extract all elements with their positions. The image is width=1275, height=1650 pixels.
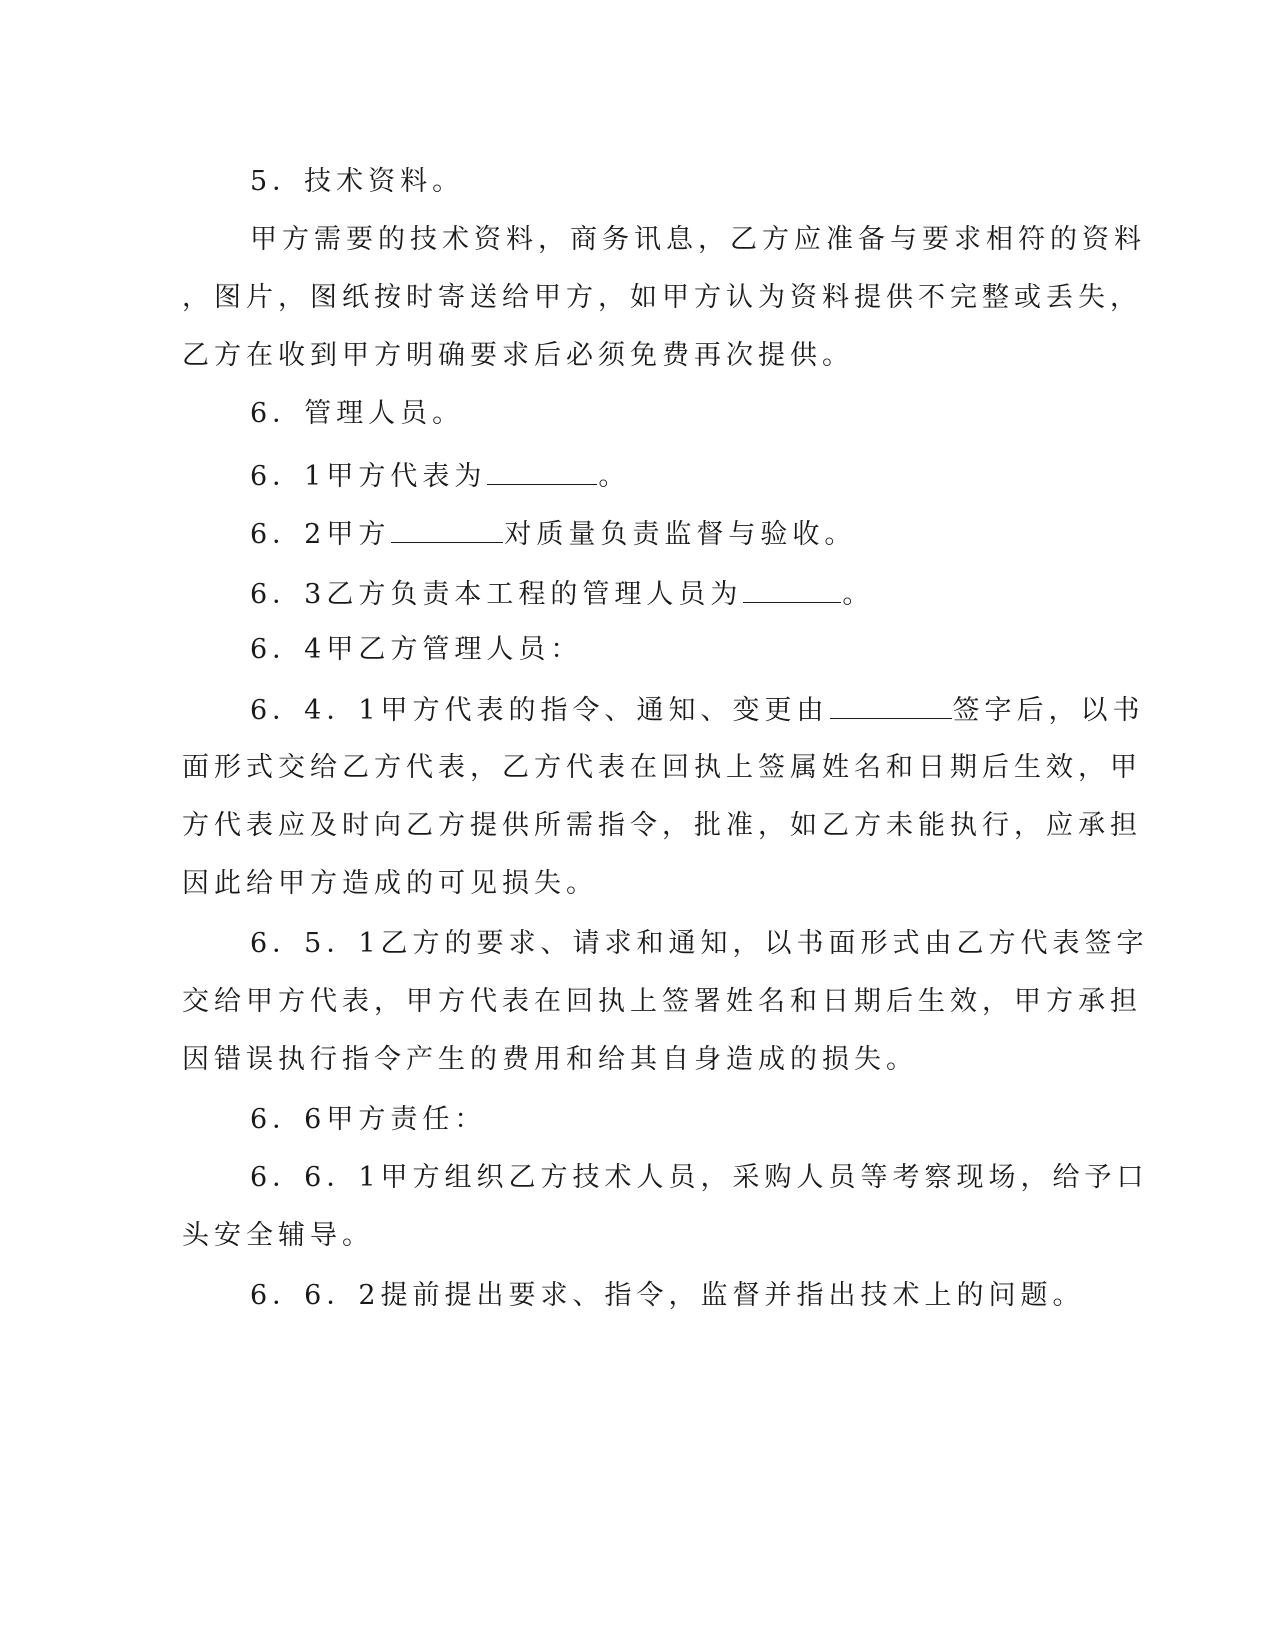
clause-6-6-1 bbox=[250, 1158, 1149, 1198]
text: 乙方在收到甲方明确要求后必须免费再次提供。 bbox=[182, 340, 854, 371]
paragraph-line bbox=[182, 806, 1142, 846]
clause-6-6 bbox=[250, 1100, 1110, 1140]
text: 甲方需要的技术资料，商务讯息，乙方应准备与要求相符的资料 bbox=[250, 224, 1146, 255]
paragraph-line bbox=[182, 1216, 1042, 1256]
text: 6．6．2提前提出要求、指令，监督并指出技术上的问题。 bbox=[250, 1280, 1085, 1311]
paragraph-line bbox=[182, 1040, 1042, 1080]
text: 6．4．1甲方代表的指令、通知、变更由 bbox=[250, 695, 829, 726]
paragraph-line bbox=[182, 982, 1142, 1022]
clause-6-5-1 bbox=[250, 924, 1149, 964]
paragraph-line bbox=[182, 748, 1142, 788]
text: 6．2甲方 bbox=[250, 519, 391, 550]
clause-6-3 bbox=[250, 572, 1110, 615]
paragraph-line bbox=[182, 278, 1142, 318]
fill-in-blank bbox=[487, 454, 597, 485]
section-6-heading bbox=[250, 394, 1110, 434]
text: ，图片，图纸按时寄送给甲方，如甲方认为资料提供不完整或丢失， bbox=[182, 282, 1142, 313]
text: 方代表应及时向乙方提供所需指令，批准，如乙方未能执行，应承担 bbox=[182, 810, 1142, 841]
text: 6．5．1乙方的要求、请求和通知，以书面形式由乙方代表签字 bbox=[250, 928, 1149, 959]
text: 因此给甲方造成的可见损失。 bbox=[182, 868, 598, 899]
text: 面形式交给乙方代表，乙方代表在回执上签属姓名和日期后生效，甲 bbox=[182, 752, 1142, 783]
section-5-heading bbox=[250, 162, 1110, 202]
clause-6-4 bbox=[250, 630, 1110, 670]
fill-in-blank bbox=[391, 512, 503, 543]
text: 签字后，以书 bbox=[952, 695, 1145, 726]
text: 因错误执行指令产生的费用和给其自身造成的损失。 bbox=[182, 1044, 918, 1075]
paragraph-line bbox=[182, 864, 1042, 904]
clause-6-4-1 bbox=[250, 688, 1145, 731]
text: 5．技术资料。 bbox=[250, 166, 465, 197]
text: 。 bbox=[842, 579, 875, 610]
text: 对质量负责监督与验收。 bbox=[504, 519, 857, 550]
text: 6．4甲乙方管理人员： bbox=[250, 634, 583, 665]
clause-6-2 bbox=[250, 512, 1110, 555]
text: 6．6．1甲方组织乙方技术人员，采购人员等考察现场，给予口 bbox=[250, 1162, 1149, 1193]
paragraph-line bbox=[182, 336, 1042, 376]
text: 交给甲方代表，甲方代表在回执上签署姓名和日期后生效，甲方承担 bbox=[182, 986, 1142, 1017]
text: 6．管理人员。 bbox=[250, 398, 465, 429]
fill-in-blank bbox=[830, 688, 952, 719]
clause-6-1 bbox=[250, 454, 1110, 497]
fill-in-blank bbox=[743, 572, 841, 603]
clause-6-6-2 bbox=[250, 1276, 1110, 1316]
text: 。 bbox=[598, 461, 631, 492]
paragraph-line bbox=[250, 220, 1146, 260]
text: 6．1甲方代表为 bbox=[250, 461, 487, 492]
text: 头安全辅导。 bbox=[182, 1220, 374, 1251]
text: 6．3乙方负责本工程的管理人员为 bbox=[250, 579, 743, 610]
text: 6．6甲方责任： bbox=[250, 1104, 487, 1135]
